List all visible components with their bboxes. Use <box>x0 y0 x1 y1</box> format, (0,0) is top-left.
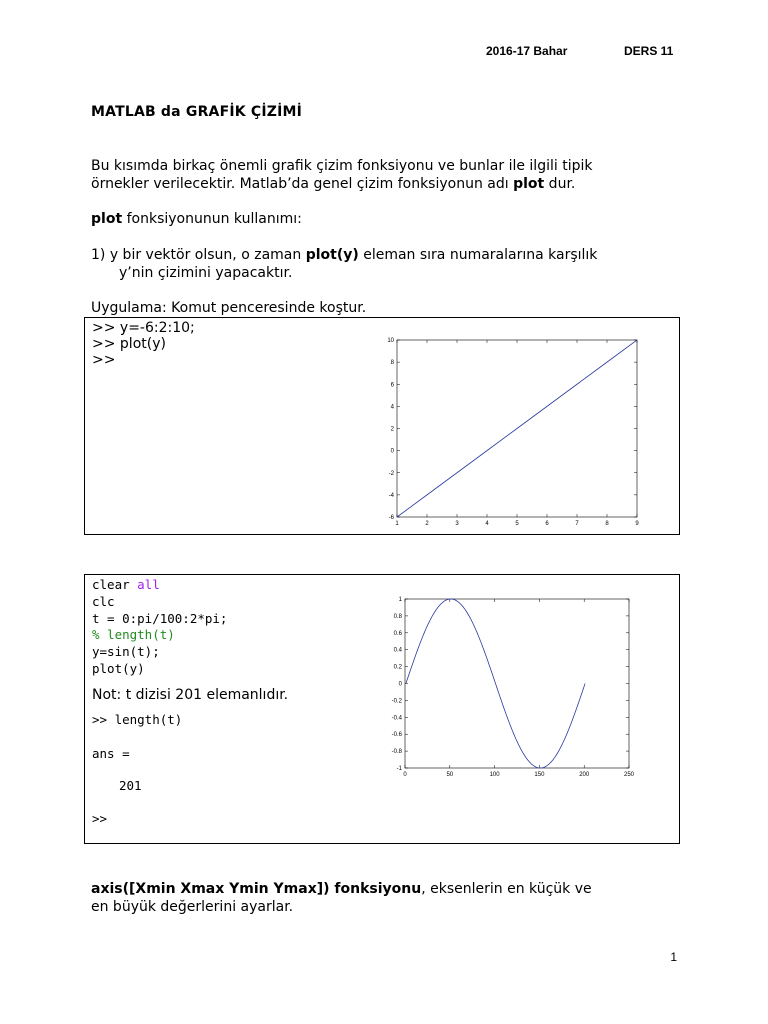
y-tick-label: -6 <box>388 515 394 521</box>
y-tick-label: -2 <box>388 470 394 477</box>
y-tick-label: 2 <box>390 426 394 433</box>
y-tick-label: 10 <box>387 338 394 344</box>
code-line-clear: clear all <box>92 577 160 592</box>
header-lesson: DERS 11 <box>624 44 674 58</box>
x-tick-label: 9 <box>635 521 639 527</box>
x-tick-label: 8 <box>605 521 609 527</box>
y-tick-label: 0 <box>390 448 394 455</box>
intro-line-2: örnekler verilecektir. Matlab’da genel çizim fonksiyonun adı plot dur. <box>91 176 576 192</box>
x-tick-label: 0 <box>403 772 407 778</box>
command-line: >> plot(y) <box>92 336 166 352</box>
x-tick-label: 6 <box>545 521 549 527</box>
x-tick-label: 5 <box>515 521 519 527</box>
code-prompt: >> <box>92 811 108 827</box>
application-text: Uygulama: Komut penceresinde koştur. <box>91 300 367 316</box>
y-tick-label: 0.4 <box>393 647 402 654</box>
usage-heading: plot fonksiyonunun kullanımı: <box>91 211 302 227</box>
note-text: Not: t dizisi 201 elemanlıdır. <box>92 686 289 703</box>
x-tick-label: 1 <box>395 521 399 527</box>
y-tick-label: 0 <box>398 681 402 688</box>
axis-paragraph: axis([Xmin Xmax Ymin Ymax]) fonksiyonu, eksenlerin en küçük ve en büyük değerlerini ayarlar. <box>91 881 592 915</box>
sine-plot <box>375 591 637 783</box>
code-comment: % length(t) <box>92 627 175 643</box>
x-tick-label: 100 <box>489 772 500 778</box>
code-ans: ans = <box>92 745 130 761</box>
header-term: 2016-17 Bahar <box>486 44 568 58</box>
item-1: 1) y bir vektör olsun, o zaman plot(y) eleman sıra numaralarına karşılık y’nin çizimini yapacaktır. <box>91 247 598 281</box>
command-lines <box>92 320 195 368</box>
script-lines <box>92 577 288 828</box>
y-tick-label: 0.2 <box>393 664 402 671</box>
page-title: MATLAB da GRAFİK ÇİZİMİ <box>91 104 303 120</box>
y-tick-label: 0.8 <box>393 613 402 620</box>
intro-paragraph <box>91 157 592 193</box>
code-box-1 <box>84 317 680 535</box>
plot-y-keyword: plot(y) <box>305 247 359 263</box>
x-tick-label: 3 <box>455 521 459 527</box>
x-tick-label: 200 <box>579 772 590 778</box>
y-tick-label: -0.4 <box>391 715 402 722</box>
intro-line-1: Bu kısımda birkaç önemli grafik çizim fonksiyonu ve bunlar ile ilgili tipik <box>91 158 593 174</box>
plot-area <box>405 599 629 768</box>
command-line: >> <box>92 352 116 368</box>
code-line-y: y=sin(t); <box>92 644 160 660</box>
y-tick-label: 0.6 <box>393 630 402 637</box>
y-tick-label: 6 <box>390 382 394 389</box>
y-tick-label: -0.8 <box>391 749 402 756</box>
plot-keyword: plot <box>513 176 545 192</box>
y-tick-label: -1 <box>396 766 402 772</box>
code-line-plot: plot(y) <box>92 660 145 676</box>
axis-function: axis([Xmin Xmax Ymin Ymax]) fonksiyonu <box>91 881 422 897</box>
x-tick-label: 150 <box>534 772 545 778</box>
y-tick-label: 1 <box>398 597 402 603</box>
page-number: 1 <box>670 950 677 964</box>
code-line-t: t = 0:pi/100:2*pi; <box>92 610 228 626</box>
y-tick-label: -0.2 <box>391 698 402 705</box>
y-tick-label: -4 <box>388 492 394 499</box>
code-line-clc: clc <box>92 593 115 609</box>
code-ans-value: 201 <box>119 778 142 794</box>
x-tick-label: 2 <box>425 521 429 527</box>
y-tick-label: 8 <box>390 360 394 367</box>
command-line: >> y=-6:2:10; <box>92 320 195 336</box>
x-tick-label: 50 <box>446 772 454 778</box>
linear-plot <box>375 332 647 532</box>
code-length-cmd: >> length(t) <box>92 711 183 727</box>
x-tick-label: 7 <box>575 521 579 527</box>
x-tick-label: 250 <box>623 772 635 778</box>
y-tick-label: -0.6 <box>391 732 402 739</box>
y-tick-label: 4 <box>390 404 394 411</box>
code-box-2 <box>84 574 680 844</box>
x-tick-label: 4 <box>485 521 489 527</box>
